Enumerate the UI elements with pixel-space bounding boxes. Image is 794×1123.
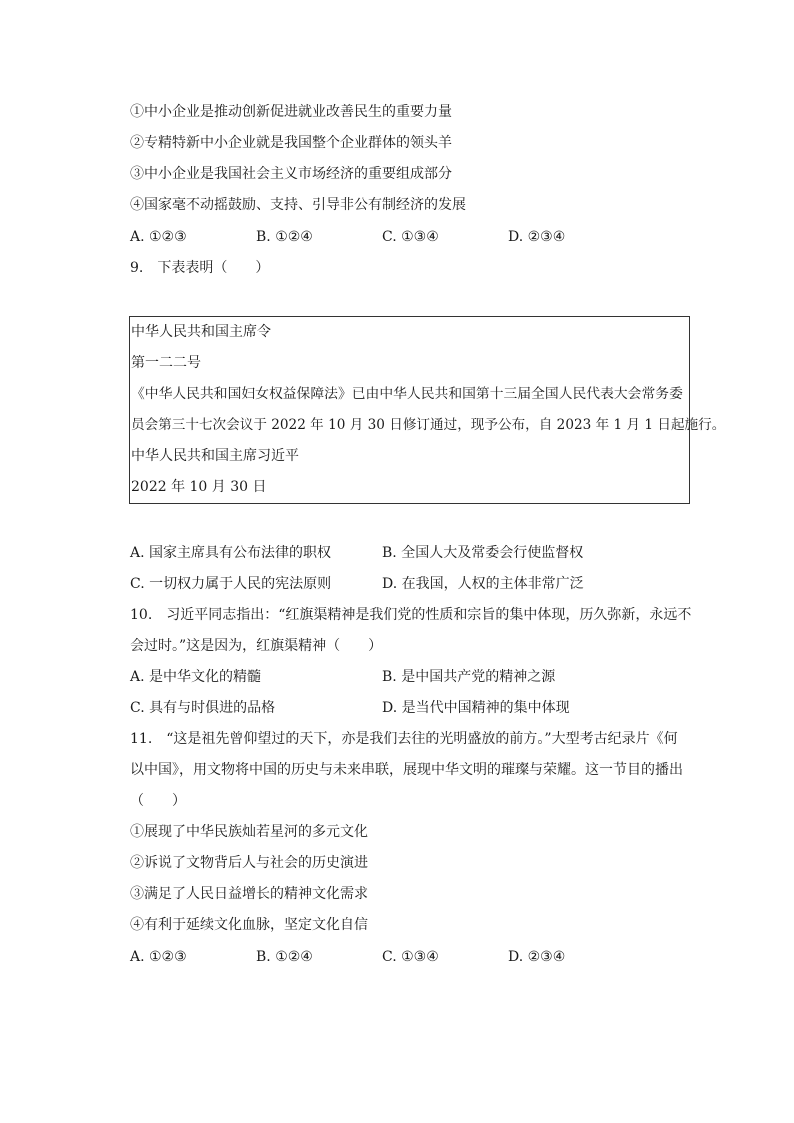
q8-option-c[interactable]: C. ①③④	[382, 229, 439, 245]
q8-statement-1: ①中小企业是推动创新促进就业改善民生的重要力量	[130, 104, 452, 120]
q10-stem-line-2: 会过时。”这是因为，红旗渠精神（ ）	[130, 638, 383, 654]
q11-stem-line-2: 以中国》，用文物将中国的历史与未来串联，展现中华文明的璀璨与荣耀。这一节目的播出	[130, 762, 683, 778]
decree-body-1: 《中华人民共和国妇女权益保障法》已由中华人民共和国第十三届全国人民代表大会常务委	[131, 386, 683, 402]
q11-option-b[interactable]: B. ①②④	[256, 949, 313, 965]
q10-option-c[interactable]: C. 具有与时俱进的品格	[130, 700, 276, 716]
q9-option-b[interactable]: B. 全国人大及常委会行使监督权	[382, 545, 584, 561]
q11-option-d[interactable]: D. ②③④	[508, 949, 566, 965]
q11-option-c[interactable]: C. ①③④	[382, 949, 439, 965]
q11-statement-3: ③满足了人民日益增长的精神文化需求	[130, 886, 368, 902]
q11-statement-2: ②诉说了文物背后人与社会的历史演进	[130, 855, 368, 871]
q11-statement-1: ①展现了中华民族灿若星河的多元文化	[130, 824, 368, 840]
q9-decree-table	[129, 316, 726, 504]
q8-option-a[interactable]: A. ①②③	[130, 229, 187, 245]
q8-statement-4: ④国家毫不动摇鼓励、支持、引导非公有制经济的发展	[130, 197, 466, 213]
q8-statement-2: ②专精特新中小企业就是我国整个企业群体的领头羊	[130, 135, 452, 151]
decree-body-2: 员会第三十七次会议于 2022 年 10 月 30 日修订通过，现予公布，自 2023 年 1 月 1 日起施行。	[131, 417, 726, 433]
q10-stem-line-1: 10. 习近平同志指出：“红旗渠精神是我们党的性质和宗旨的集中体现，历久弥新，永远不	[130, 607, 692, 623]
decree-number: 第一二二号	[131, 355, 201, 371]
q8-option-b[interactable]: B. ①②④	[256, 229, 313, 245]
q9-stem: 9. 下表表明（ ）	[130, 260, 270, 276]
q10-option-b[interactable]: B. 是中国共产党的精神之源	[382, 669, 556, 685]
decree-date: 2022 年 10 月 30 日	[131, 479, 267, 495]
q10-option-d[interactable]: D. 是当代中国精神的集中体现	[382, 700, 570, 716]
q11-option-a[interactable]: A. ①②③	[130, 949, 187, 965]
q8-option-d[interactable]: D. ②③④	[508, 229, 566, 245]
decree-signature: 中华人民共和国主席习近平	[131, 448, 299, 464]
q11-statement-4: ④有利于延续文化血脉，坚定文化自信	[130, 917, 368, 933]
q9-option-c[interactable]: C. 一切权力属于人民的宪法原则	[130, 576, 332, 592]
q11-stem-line-1: 11. “这是祖先曾仰望过的天下，亦是我们去往的光明盛放的前方。”大型考古纪录片《何	[130, 731, 678, 747]
q8-statement-3: ③中小企业是我国社会主义市场经济的重要组成部分	[130, 166, 452, 182]
q11-stem-line-3: （ ）	[130, 793, 186, 809]
decree-title: 中华人民共和国主席令	[131, 324, 271, 340]
q9-option-a[interactable]: A. 国家主席具有公布法律的职权	[130, 545, 332, 561]
q9-option-d[interactable]: D. 在我国，人权的主体非常广泛	[382, 576, 584, 592]
q10-option-a[interactable]: A. 是中华文化的精髓	[130, 669, 262, 685]
